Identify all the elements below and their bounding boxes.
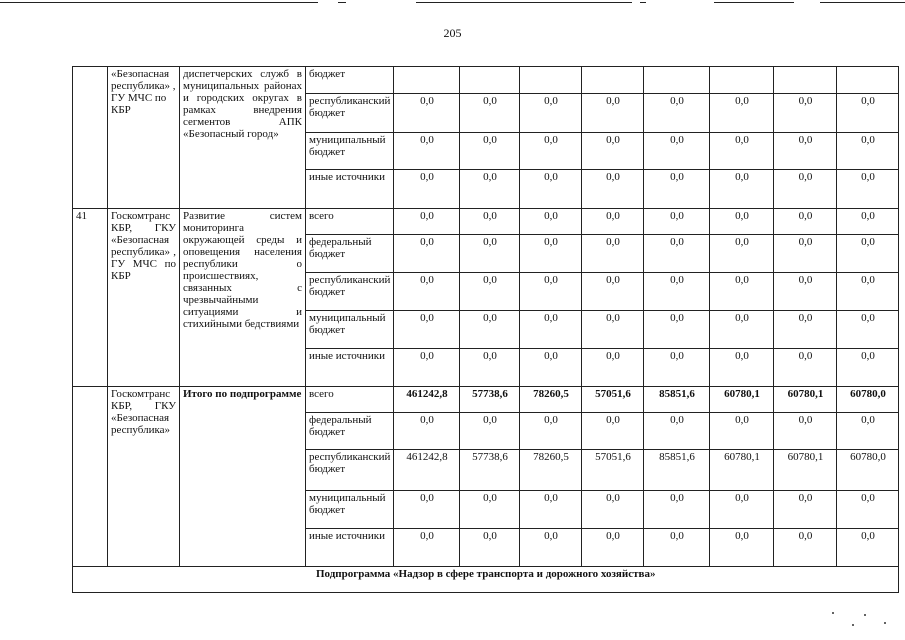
executor-cell: «Безопасная республика» , ГУ МЧС по КБР <box>108 67 180 209</box>
value-cell: 0,0 <box>837 170 899 209</box>
value-cell: 0,0 <box>644 529 710 567</box>
top-rule <box>416 2 632 3</box>
value-cell: 78260,5 <box>520 387 582 413</box>
value-cell: 0,0 <box>837 413 899 450</box>
value-cell <box>394 67 460 94</box>
value-cell <box>837 67 899 94</box>
value-cell: 0,0 <box>520 133 582 170</box>
value-cell: 0,0 <box>460 94 520 133</box>
page-number: 205 <box>443 26 462 40</box>
value-cell: 0,0 <box>460 133 520 170</box>
source-cell: республиканский бюджет <box>306 273 394 311</box>
table-row <box>73 387 899 413</box>
value-cell: 0,0 <box>582 235 644 273</box>
value-cell: 0,0 <box>644 170 710 209</box>
executor-cell: Госкомтранс КБР, ГКУ «Безопасная республика» <box>108 387 180 567</box>
top-rule <box>714 2 794 3</box>
value-cell: 0,0 <box>520 273 582 311</box>
value-cell: 0,0 <box>710 235 774 273</box>
value-cell: 60780,1 <box>710 450 774 491</box>
value-cell: 0,0 <box>644 209 710 235</box>
value-cell: 0,0 <box>394 529 460 567</box>
value-cell: 0,0 <box>774 349 837 387</box>
subprogram-heading: Подпрограмма «Надзор в сфере транспорта и дорожного хозяйства» <box>73 567 899 593</box>
value-cell: 0,0 <box>644 273 710 311</box>
value-cell: 0,0 <box>644 235 710 273</box>
value-cell: 0,0 <box>774 235 837 273</box>
value-cell: 0,0 <box>460 529 520 567</box>
value-cell: 0,0 <box>394 413 460 450</box>
value-cell: 0,0 <box>520 491 582 529</box>
value-cell: 0,0 <box>394 273 460 311</box>
value-cell: 0,0 <box>394 94 460 133</box>
value-cell: 0,0 <box>520 235 582 273</box>
row-number-cell: 41 <box>73 209 108 387</box>
value-cell: 0,0 <box>394 311 460 349</box>
value-cell: 0,0 <box>837 529 899 567</box>
value-cell: 0,0 <box>837 349 899 387</box>
executor-cell: Госкомтранс КБР, ГКУ «Безопасная республика» , ГУ МЧС по КБР <box>108 209 180 387</box>
scan-speck <box>884 622 886 624</box>
value-cell: 0,0 <box>460 209 520 235</box>
value-cell: 0,0 <box>582 94 644 133</box>
value-cell: 0,0 <box>644 413 710 450</box>
value-cell: 0,0 <box>837 311 899 349</box>
value-cell: 0,0 <box>837 491 899 529</box>
value-cell: 0,0 <box>520 311 582 349</box>
value-cell: 57051,6 <box>582 387 644 413</box>
table-row <box>73 567 899 593</box>
value-cell: 0,0 <box>710 413 774 450</box>
scan-speck <box>832 612 834 614</box>
source-cell: муниципальный бюджет <box>306 311 394 349</box>
value-cell: 0,0 <box>582 273 644 311</box>
top-rule <box>0 2 318 3</box>
top-rule <box>338 2 346 3</box>
value-cell: 0,0 <box>710 170 774 209</box>
value-cell: 0,0 <box>774 413 837 450</box>
row-number-cell <box>73 67 108 209</box>
value-cell: 60780,0 <box>837 450 899 491</box>
value-cell: 60780,1 <box>774 450 837 491</box>
value-cell: 0,0 <box>460 311 520 349</box>
value-cell: 0,0 <box>460 491 520 529</box>
source-cell: всего <box>306 209 394 235</box>
value-cell: 0,0 <box>774 273 837 311</box>
scan-speck <box>852 624 854 626</box>
value-cell: 0,0 <box>460 273 520 311</box>
value-cell: 0,0 <box>837 273 899 311</box>
value-cell: 85851,6 <box>644 387 710 413</box>
value-cell: 60780,0 <box>837 387 899 413</box>
value-cell: 60780,1 <box>710 387 774 413</box>
event-cell: диспетчерских служб в муниципальных районах и городских округах в рамках внедрения сегментов АПК «Безопасный город» <box>180 67 306 209</box>
value-cell: 0,0 <box>394 235 460 273</box>
source-cell: всего <box>306 387 394 413</box>
value-cell: 85851,6 <box>644 450 710 491</box>
value-cell: 0,0 <box>460 235 520 273</box>
budget-table <box>72 66 899 593</box>
value-cell: 0,0 <box>774 491 837 529</box>
value-cell: 0,0 <box>644 311 710 349</box>
value-cell: 0,0 <box>520 413 582 450</box>
value-cell: 78260,5 <box>520 450 582 491</box>
value-cell <box>582 67 644 94</box>
value-cell: 0,0 <box>837 94 899 133</box>
table-row <box>73 67 899 94</box>
value-cell <box>710 67 774 94</box>
value-cell: 0,0 <box>520 209 582 235</box>
value-cell: 0,0 <box>644 349 710 387</box>
value-cell: 0,0 <box>582 133 644 170</box>
source-cell: иные источники <box>306 170 394 209</box>
value-cell: 0,0 <box>710 311 774 349</box>
value-cell: 60780,1 <box>774 387 837 413</box>
top-rule <box>640 2 646 3</box>
value-cell: 0,0 <box>394 209 460 235</box>
source-cell: республиканский бюджет <box>306 450 394 491</box>
event-cell: Итого по подпрограмме <box>180 387 306 567</box>
value-cell: 0,0 <box>460 349 520 387</box>
value-cell: 0,0 <box>582 311 644 349</box>
value-cell: 0,0 <box>710 349 774 387</box>
source-cell: федеральный бюджет <box>306 413 394 450</box>
value-cell: 0,0 <box>774 94 837 133</box>
value-cell: 0,0 <box>644 491 710 529</box>
source-cell: республиканский бюджет <box>306 94 394 133</box>
value-cell: 0,0 <box>774 529 837 567</box>
value-cell: 0,0 <box>460 413 520 450</box>
top-rule <box>820 2 905 3</box>
value-cell: 0,0 <box>837 235 899 273</box>
value-cell: 0,0 <box>394 133 460 170</box>
value-cell: 0,0 <box>710 491 774 529</box>
table-row <box>73 209 899 235</box>
table-block <box>73 567 899 593</box>
value-cell: 0,0 <box>394 491 460 529</box>
value-cell <box>460 67 520 94</box>
value-cell: 0,0 <box>520 94 582 133</box>
source-cell: иные источники <box>306 529 394 567</box>
row-number-cell <box>73 387 108 567</box>
value-cell: 57051,6 <box>582 450 644 491</box>
value-cell <box>774 67 837 94</box>
table-block <box>73 209 899 387</box>
value-cell: 0,0 <box>710 273 774 311</box>
value-cell: 0,0 <box>644 133 710 170</box>
value-cell: 0,0 <box>520 170 582 209</box>
value-cell: 0,0 <box>582 529 644 567</box>
source-cell: федеральный бюджет <box>306 235 394 273</box>
event-cell: Развитие систем мониторинга окружающей среды и оповещения населения республики о происшествиях, связанных с чрезвычайными ситуациями и стихийными бедствиями <box>180 209 306 387</box>
value-cell: 0,0 <box>710 209 774 235</box>
value-cell: 0,0 <box>582 491 644 529</box>
value-cell: 0,0 <box>582 349 644 387</box>
value-cell: 0,0 <box>644 94 710 133</box>
value-cell: 0,0 <box>582 209 644 235</box>
value-cell: 0,0 <box>837 133 899 170</box>
table-block <box>73 67 899 209</box>
value-cell: 0,0 <box>520 529 582 567</box>
value-cell: 0,0 <box>837 209 899 235</box>
value-cell: 57738,6 <box>460 387 520 413</box>
value-cell <box>520 67 582 94</box>
value-cell: 0,0 <box>710 529 774 567</box>
value-cell: 0,0 <box>582 413 644 450</box>
value-cell: 0,0 <box>394 349 460 387</box>
source-cell: иные источники <box>306 349 394 387</box>
value-cell: 0,0 <box>582 170 644 209</box>
source-cell: муниципальный бюджет <box>306 133 394 170</box>
value-cell <box>644 67 710 94</box>
value-cell: 57738,6 <box>460 450 520 491</box>
table-block <box>73 387 899 567</box>
value-cell: 0,0 <box>774 170 837 209</box>
source-cell: муниципальный бюджет <box>306 491 394 529</box>
value-cell: 0,0 <box>520 349 582 387</box>
value-cell: 0,0 <box>394 170 460 209</box>
value-cell: 0,0 <box>774 209 837 235</box>
value-cell: 461242,8 <box>394 450 460 491</box>
source-cell: бюджет <box>306 67 394 94</box>
value-cell: 0,0 <box>460 170 520 209</box>
value-cell: 0,0 <box>774 311 837 349</box>
value-cell: 0,0 <box>774 133 837 170</box>
scan-speck <box>864 614 866 616</box>
value-cell: 0,0 <box>710 94 774 133</box>
value-cell: 0,0 <box>710 133 774 170</box>
value-cell: 461242,8 <box>394 387 460 413</box>
